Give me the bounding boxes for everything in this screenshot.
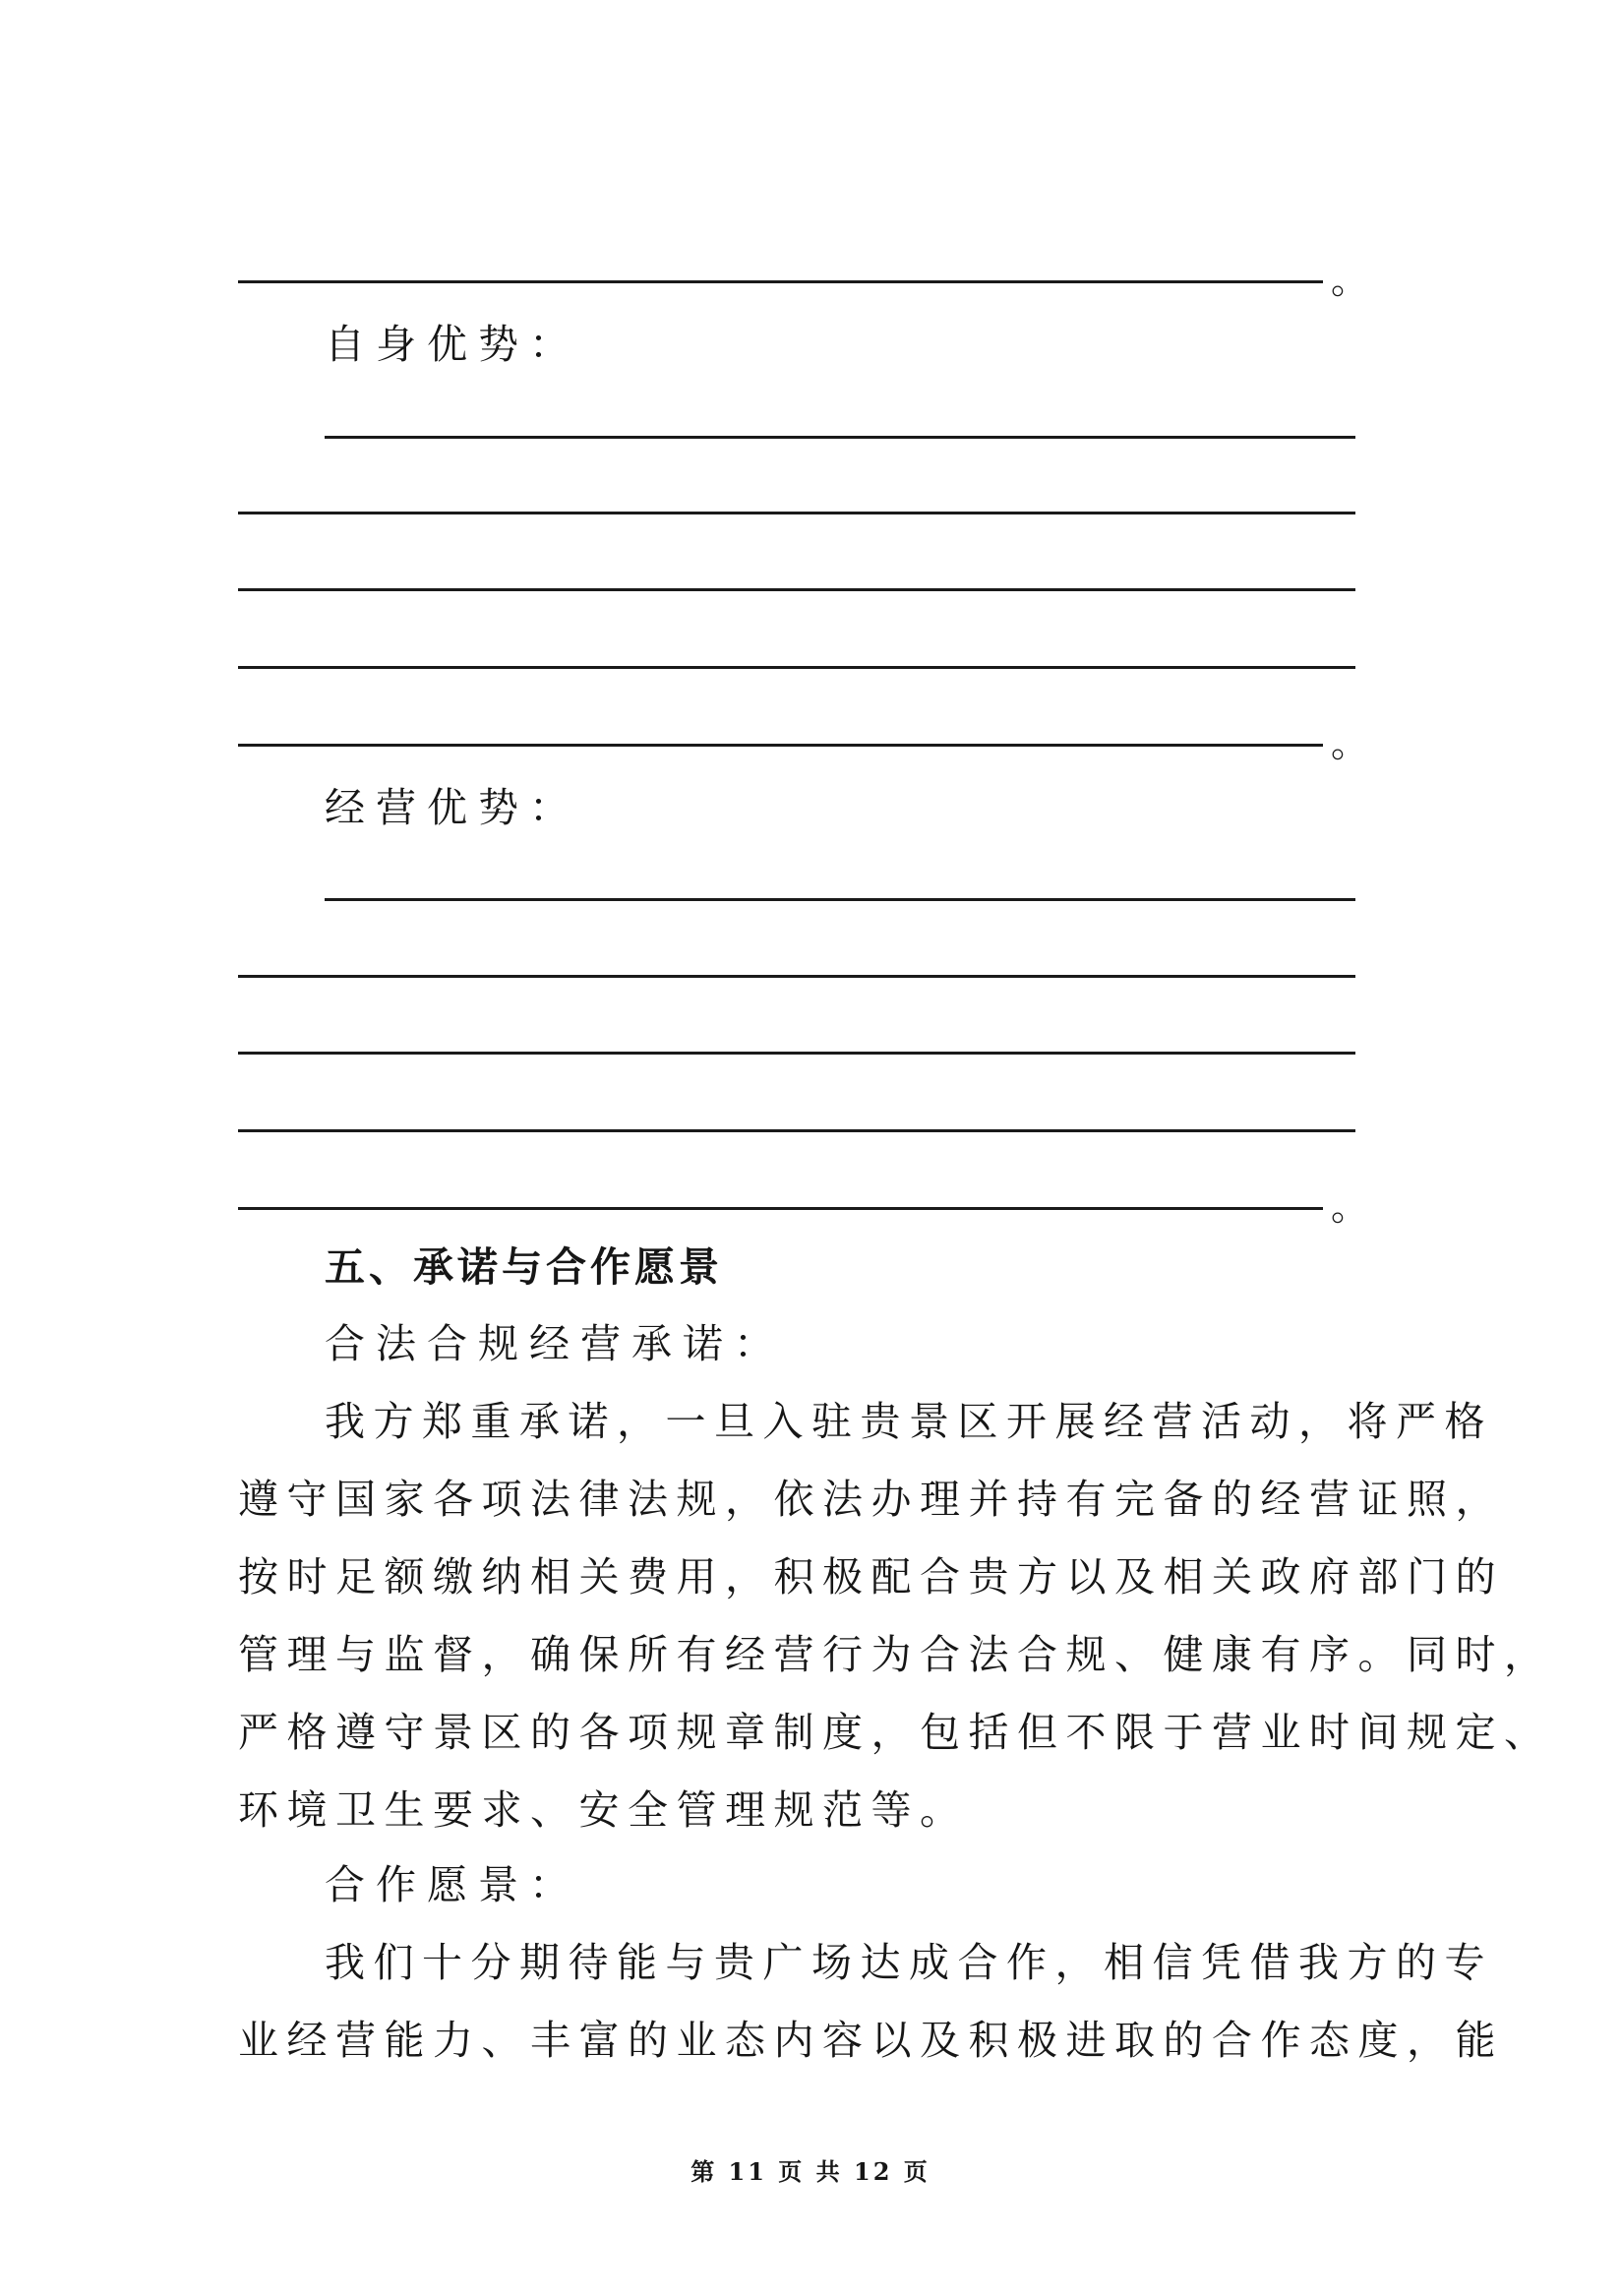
blank-line <box>238 1129 1355 1132</box>
paragraph-line: 严格遵守景区的各项规章制度，包括但不限于营业时间规定、 <box>238 1709 1553 1756</box>
compliance-label: 合法合规经营承诺： <box>325 1320 785 1367</box>
blank-line <box>238 1207 1323 1210</box>
blank-line <box>238 666 1355 669</box>
paragraph-line: 按时足额缴纳相关费用，积极配合贵方以及相关政府部门的 <box>238 1553 1504 1601</box>
paragraph-line: 我们十分期待能与贵广场达成合作，相信凭借我方的专 <box>325 1939 1493 1986</box>
paragraph-line: 遵守国家各项法律法规，依法办理并持有完备的经营证照， <box>238 1476 1504 1523</box>
end-period: 。 <box>1331 259 1369 302</box>
blank-line <box>238 280 1323 283</box>
blank-line <box>238 744 1323 747</box>
blank-line <box>238 588 1355 591</box>
section-heading: 五、承诺与合作愿景 <box>325 1243 723 1291</box>
blank-line <box>325 436 1355 439</box>
vision-paragraph <box>238 1924 1504 2080</box>
end-period: 。 <box>1331 1185 1369 1229</box>
blank-line <box>238 1052 1355 1055</box>
blank-line <box>238 512 1355 514</box>
compliance-paragraph <box>238 1383 1553 1849</box>
end-period: 。 <box>1331 722 1369 765</box>
paragraph-line: 环境卫生要求、安全管理规范等。 <box>238 1786 969 1834</box>
paragraph-line: 管理与监督，确保所有经营行为合法合规、健康有序。同时， <box>238 1631 1553 1678</box>
blank-line <box>325 898 1355 901</box>
paragraph-line: 业经营能力、丰富的业态内容以及积极进取的合作态度，能 <box>238 2017 1504 2064</box>
page-number: 第 11 页 共 12 页 <box>690 2157 931 2186</box>
paragraph-line: 我方郑重承诺，一旦入驻贵景区开展经营活动，将严格 <box>325 1398 1493 1445</box>
business-advantages-label: 经营优势： <box>325 784 580 831</box>
self-advantages-label: 自身优势： <box>325 321 580 368</box>
blank-line <box>238 975 1355 978</box>
vision-label: 合作愿景： <box>325 1861 580 1908</box>
